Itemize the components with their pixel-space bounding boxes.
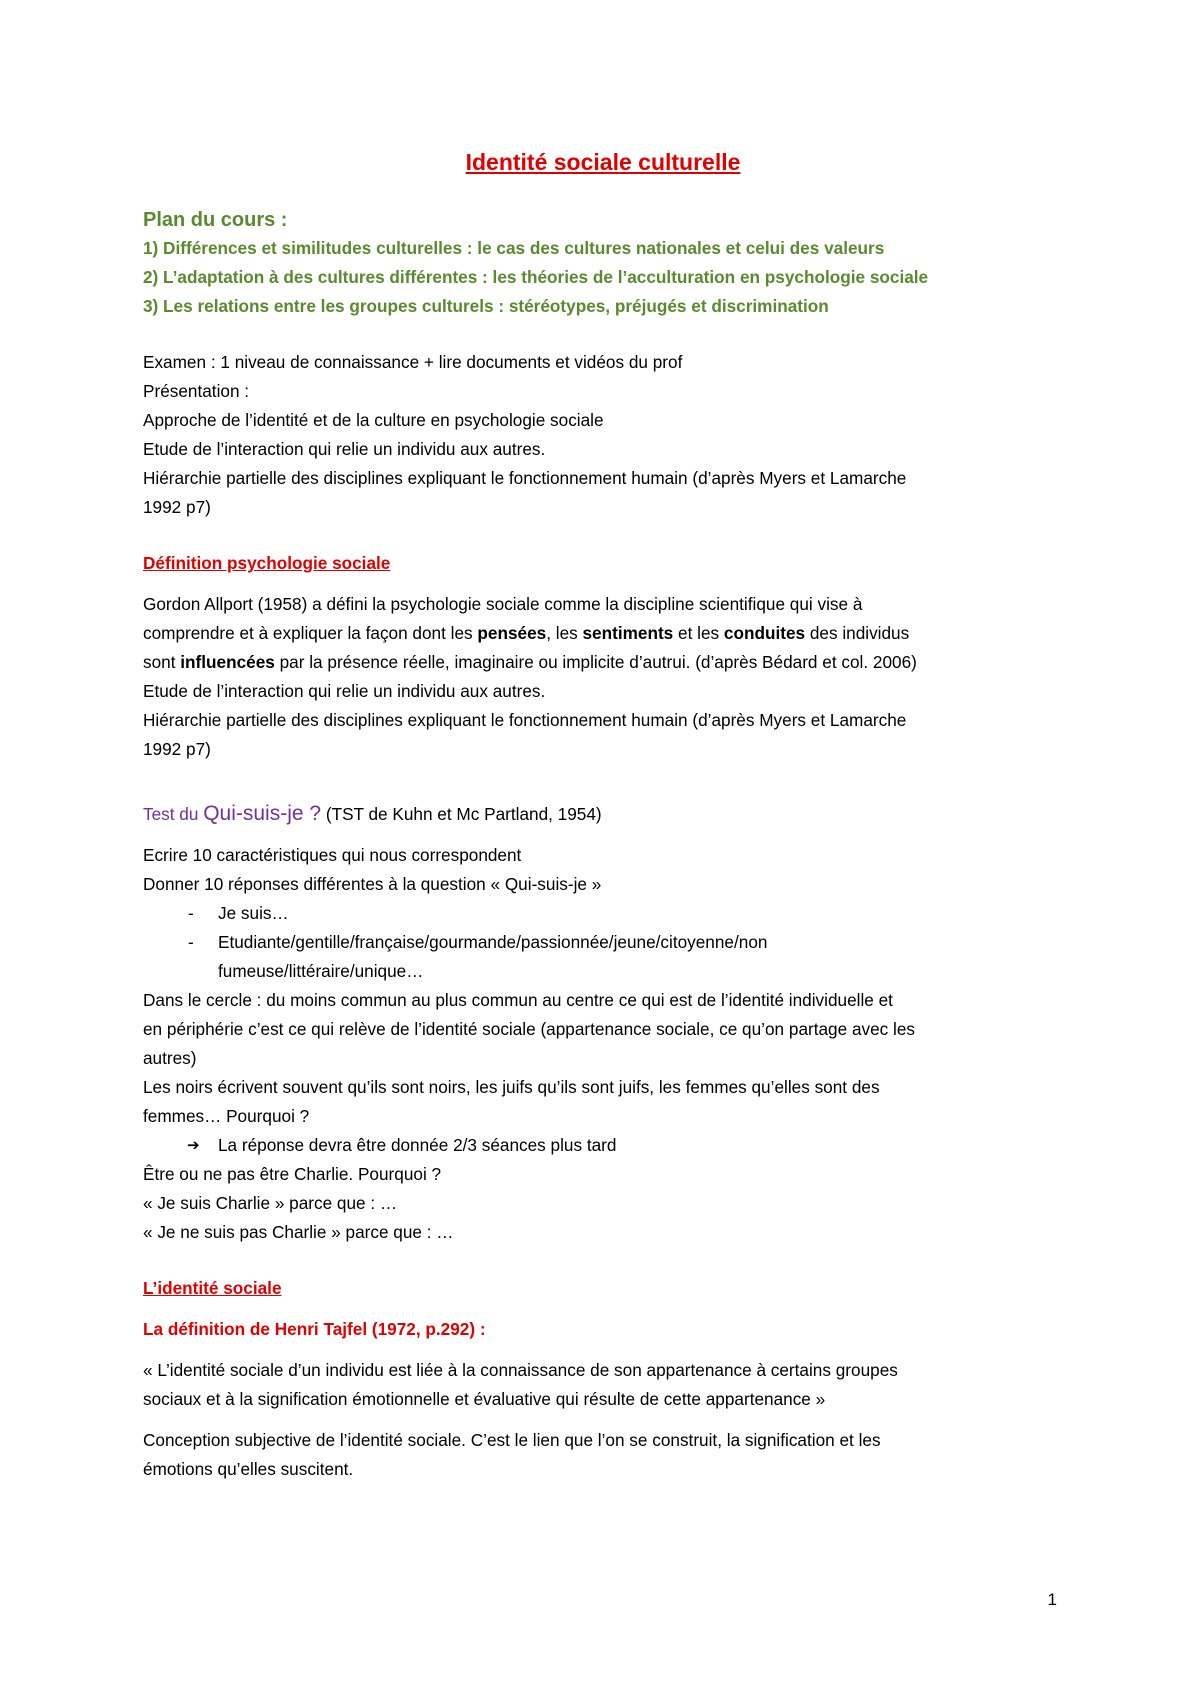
tajfel-heading: La définition de Henri Tajfel (1972, p.292) : [143,1319,486,1339]
definition-line-1: Gordon Allport (1958) a défini la psychologie sociale comme la discipline scientifique qui vise à [143,594,863,614]
conclusion-line-1: Conception subjective de l’identité sociale. C’est le lien que l’on se construit, la signification et les [143,1430,881,1450]
definition-line-4: Etude de l’interaction qui relie un individu aux autres. [143,681,546,701]
circle-line-2: en périphérie c’est ce qui relève de l’identité sociale (appartenance sociale, ce qu’on partage avec les [143,1019,916,1039]
section-heading-identite-sociale: L’identité sociale [143,1278,282,1298]
intro-line-examen: Examen : 1 niveau de connaissance + lire documents et vidéos du prof [143,352,683,372]
charlie-line-1: Être ou ne pas être Charlie. Pourquoi ? [143,1164,442,1184]
text-run: sont [143,652,181,672]
test-heading-reference: (TST de Kuhn et Mc Partland, 1954) [321,804,602,824]
document-body [143,146,1063,1484]
intro-line-hierarchie: Hiérarchie partielle des disciplines expliquant le fonctionnement humain (d’après Myers et Lamarche [143,468,907,488]
keyword-pensees: pensées [477,623,547,643]
page-number: 1 [1047,1590,1057,1609]
dash-bullet-icon: - [188,932,194,952]
plan-item-1: 1) Différences et similitudes culturelles : le cas des cultures nationales et celui des valeurs [143,238,885,258]
circle-line-3: autres) [143,1048,197,1068]
list-item-text: Je suis… [218,903,289,923]
document-title: Identité sociale culturelle [465,149,741,175]
definition-line-6: 1992 p7) [143,739,211,759]
dash-bullet-icon: - [188,903,194,923]
test-line-donner: Donner 10 réponses différentes à la question « Qui-suis-je » [143,874,602,894]
intro-line-presentation: Présentation : [143,381,250,401]
keyword-conduites: conduites [723,623,806,643]
test-heading-prefix: Test du [143,804,204,824]
plan-heading: Plan du cours : [143,209,288,231]
circle-line-5: femmes… Pourquoi ? [143,1106,310,1126]
definition-line-2 [143,619,1063,648]
plan-item-3: 3) Les relations entre les groupes culturels : stéréotypes, préjugés et discrimination [143,296,829,316]
circle-line-1: Dans le cercle : du moins commun au plus commun au centre ce qui est de l’identité individuelle et [143,990,893,1010]
arrow-list-item [143,1131,1063,1160]
charlie-line-3: « Je ne suis pas Charlie » parce que : … [143,1222,454,1242]
list-item-text: Etudiante/gentille/française/gourmande/passionnée/jeune/citoyenne/non [218,932,768,952]
plan-item-2: 2) L’adaptation à des cultures différentes : les théories de l’acculturation en psychologie sociale [143,267,929,287]
definition-paragraph [143,590,1063,764]
intro-line-reference: 1992 p7) [143,497,211,517]
tajfel-quote-line-2: sociaux et à la signification émotionnelle et évaluative qui résulte de cette appartenance » [143,1389,826,1409]
keyword-influencees: influencées [180,652,275,672]
circle-line-4: Les noirs écrivent souvent qu’ils sont noirs, les juifs qu’ils sont juifs, les femmes qu’elles sont des [143,1077,880,1097]
conclusion-line-2: émotions qu’elles suscitent. [143,1459,354,1479]
text-run: comprendre et à expliquer la façon dont les [143,623,478,643]
definition-line-3 [143,648,1063,677]
charlie-line-2: « Je suis Charlie » parce que : … [143,1193,398,1213]
intro-line-approche: Approche de l’identité et de la culture en psychologie sociale [143,410,604,430]
list-item-text-continued: fumeuse/littéraire/unique… [218,961,424,981]
definition-line-5: Hiérarchie partielle des disciplines expliquant le fonctionnement humain (d’après Myers et Lamarche [143,710,907,730]
list-item [143,928,1063,986]
test-heading-title: Qui-suis-je ? [203,802,322,825]
tajfel-quote-line-1: « L’identité sociale d’un individu est liée à la connaissance de son appartenance à certains groupes [143,1360,898,1380]
test-heading [143,799,1063,829]
intro-line-interaction: Etude de l’interaction qui relie un individu aux autres. [143,439,546,459]
text-run: et les [673,623,724,643]
keyword-sentiments: sentiments [582,623,674,643]
text-run: , les [546,623,583,643]
arrow-item-text: La réponse devra être donnée 2/3 séances plus tard [218,1135,617,1155]
text-run: par la présence réelle, imaginaire ou implicite d’autrui. (d’après Bédard et col. 2006) [274,652,917,672]
test-line-ecrire: Ecrire 10 caractéristiques qui nous correspondent [143,845,522,865]
text-run: des individus [805,623,910,643]
list-item [143,899,1063,928]
arrow-right-icon: ➔ [187,1137,200,1154]
section-heading-definition: Définition psychologie sociale [143,553,391,573]
